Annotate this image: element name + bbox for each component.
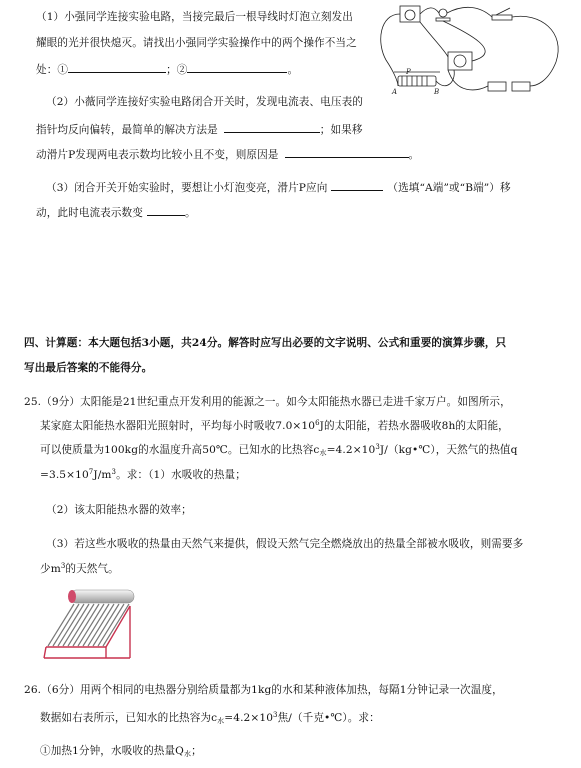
q26-line2-text-a: 数据如右表所示，已知水的比热容为c — [40, 712, 218, 724]
q26-line2-sup: 3 — [273, 711, 278, 719]
q25-line4-text-c: 。求：（1）水吸收的热量； — [116, 469, 246, 481]
q25-line2 — [40, 419, 509, 433]
q26-line3-sub: 水 — [183, 750, 192, 758]
q24-part1-line3 — [36, 61, 298, 77]
q26-line2-text-c: 焦/（千克•℃）。求： — [277, 712, 380, 724]
section4-instructions-line1: 四、计算题：本大题包括3小题，共24分。解答时应写出必要的文字说明、公式和重要的演算步骤，只 — [24, 337, 507, 349]
q25-line7-sup: 3 — [60, 562, 66, 570]
q25-line3-sup: 3 — [375, 443, 380, 451]
q24-part3-line1-lead: （3）闭合开关开始实验时，要想让小灯泡变亮，滑片P应向 — [46, 182, 328, 194]
answer-blank-3 — [224, 121, 320, 133]
q25-line3-sub: 水 — [319, 449, 327, 457]
q26-line3-text-b: ； — [191, 745, 202, 757]
battery-icon — [488, 82, 506, 91]
q24-part1-line2: 耀眼的光并很快熄灭。请找出小强同学实验操作中的两个操作不当之 — [36, 37, 357, 49]
q25-line4 — [40, 468, 246, 482]
q25-line7-text-a: 少m — [40, 563, 61, 575]
q24-part2-line2-lead: 指针均反向偏转，最简单的解决方法是 — [36, 124, 218, 136]
q25-line3 — [40, 443, 517, 457]
answer-blank-2 — [187, 61, 287, 73]
q26-line3 — [40, 744, 202, 758]
label-b: B — [434, 88, 440, 96]
q25-line2-sup: 6 — [315, 419, 320, 427]
label-p: P — [406, 68, 411, 76]
q26-line2 — [40, 711, 380, 725]
solar-water-heater-image — [38, 586, 136, 666]
q24-part1-line3-mid: ；② — [166, 64, 188, 76]
q24-part2-line2-end: ；如果移 — [319, 124, 363, 136]
q25-line6: （3）若这些水吸收的热量由天然气来提供，假设天然气完全燃烧放出的热量全部被水吸收，则需要多 — [46, 538, 524, 550]
q24-part3-line1-end: （选填“A端”或“B端”）移 — [387, 182, 511, 194]
q24-part2-line2 — [36, 121, 363, 137]
q24-part1-line1: （1）小强同学连接实验电路，当接完最后一根导线时灯泡立刻发出 — [36, 11, 353, 23]
q24-part2-line3 — [36, 146, 419, 162]
lamp-icon — [439, 9, 447, 17]
answer-blank-6 — [147, 204, 185, 216]
q25-line2-text-a: 某家庭太阳能热水器阳光照射时，平均每小时吸收7.0×10 — [40, 420, 316, 432]
q24-part3-line2-end: 。 — [184, 207, 196, 219]
q24-part1-line3-end: 。 — [287, 64, 299, 76]
q25-line3-text-a: 可以使质量为100kg的水温度升高50℃。已知水的比热容c — [40, 444, 320, 456]
q24-part2-line3-end: 。 — [408, 149, 420, 161]
q26-line2-sub: 水 — [217, 717, 225, 725]
q24-part1-line3-lead: 处：① — [36, 64, 69, 76]
q25-line7-text-b: 的天然气。 — [65, 563, 119, 575]
q24-part3-line2 — [36, 204, 196, 220]
q25-line4-sup: 7 — [88, 468, 94, 476]
q24-part2-line3-lead: 动滑片P发现两电表示数均比较小且不变，则原因是 — [36, 149, 279, 161]
q26-line1: 26.（6分）用两个相同的电热器分别给质量都为1kg的水和某种液体加热，每隔1分钟记录一次温度， — [24, 684, 503, 696]
switch-icon — [492, 15, 512, 20]
q25-line4-sup2: 3 — [111, 468, 117, 476]
q25-line3-text-c: J/（kg•℃），天然气的热值q — [379, 444, 518, 456]
q25-line2-text-b: J的太阳能，若热水器吸收8h的太阳能， — [319, 420, 509, 432]
q24-part3-line1 — [46, 179, 511, 195]
answer-blank-1 — [68, 61, 166, 73]
section4-instructions-line2: 写出最后答案的不能得分。 — [24, 362, 153, 374]
label-a: A — [392, 88, 398, 96]
q25-line7 — [40, 562, 119, 576]
q26-line3-text-a: ①加热1分钟，水吸收的热量Q — [40, 745, 184, 757]
q25-line1: 25.（9分）太阳能是21世纪重点开发利用的能源之一。如今太阳能热水器已走进千家万户。如图所示， — [24, 396, 511, 408]
answer-blank-5 — [331, 179, 383, 191]
q25-line4-text-b: J/m — [93, 469, 112, 481]
q25-line4-text-a: =3.5×10 — [40, 469, 89, 481]
answer-blank-4 — [285, 146, 409, 158]
q26-line2-text-b: =4.2×10 — [224, 712, 274, 724]
q25-line5: （2）该太阳能热水器的效率； — [46, 504, 192, 516]
q25-line3-text-b: =4.2×10 — [326, 444, 376, 456]
q24-part2-line1: （2）小薇同学连接好实验电路闭合开关时，发现电流表、电压表的 — [46, 96, 363, 108]
q24-part3-line2-lead: 动，此时电流表示数变 — [36, 207, 143, 219]
circuit-diagram — [376, 2, 576, 110]
